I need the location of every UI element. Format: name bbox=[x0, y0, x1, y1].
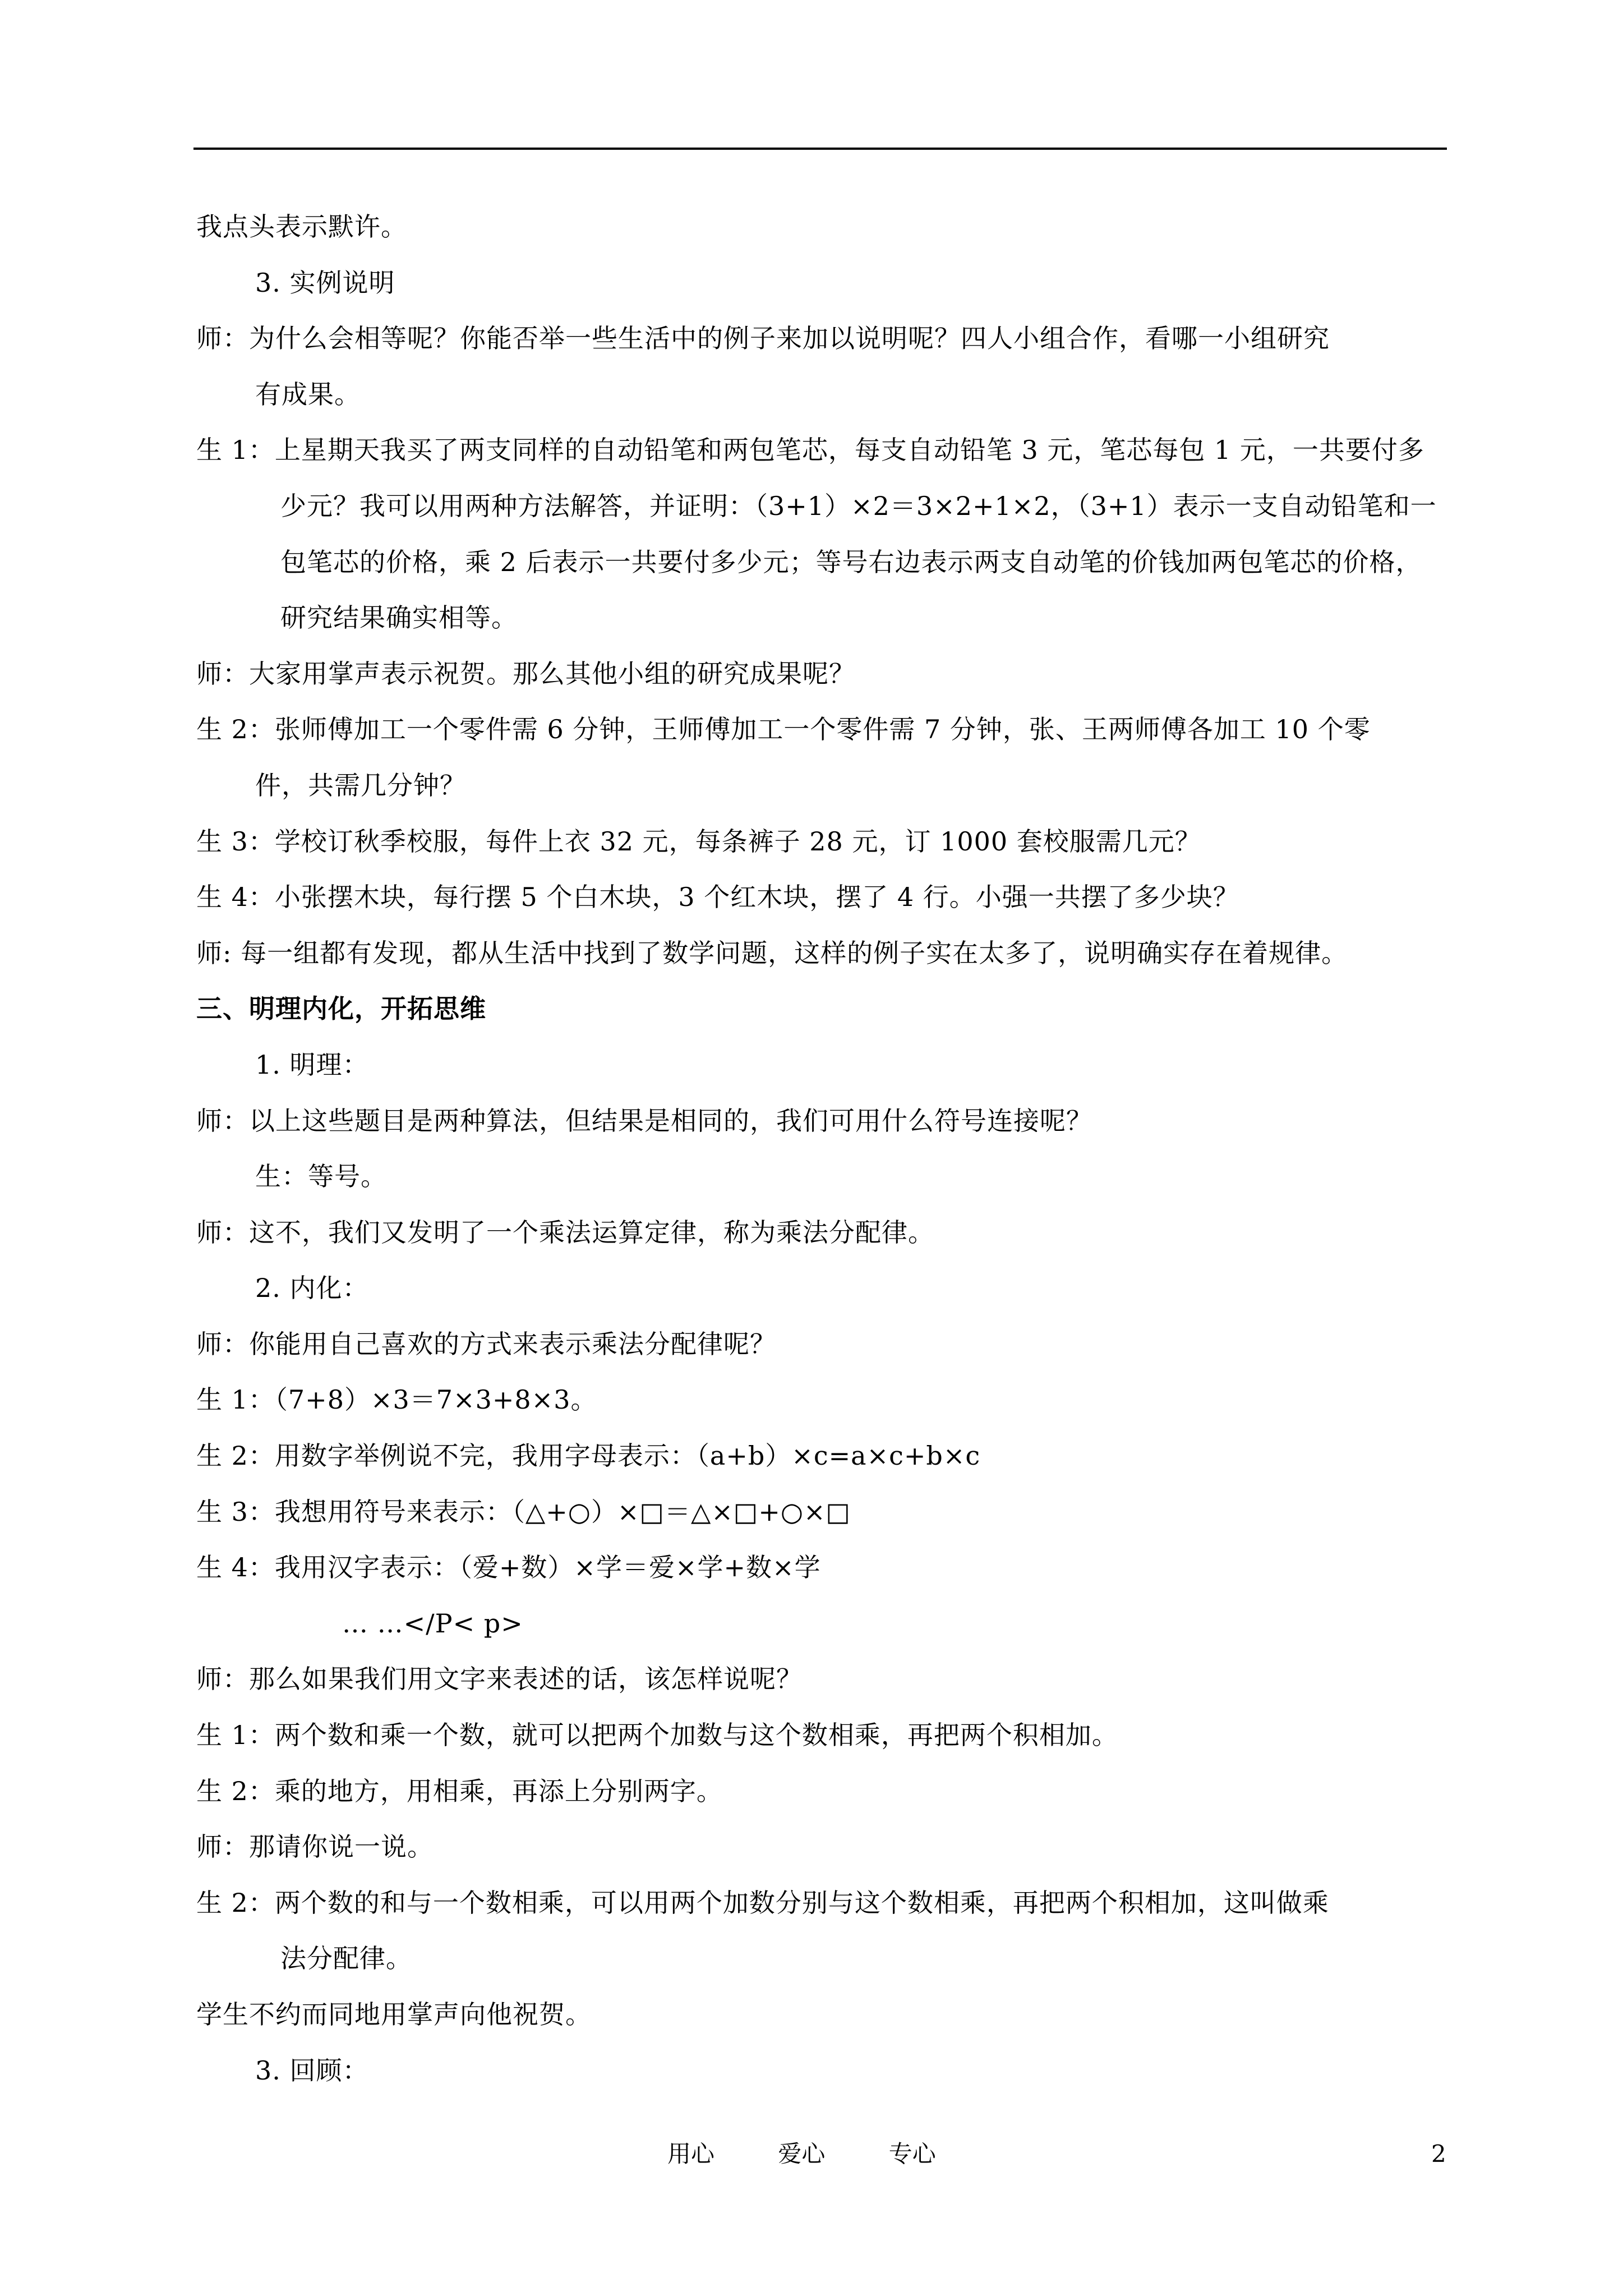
text-line: 我点头表示默许。 bbox=[196, 211, 407, 242]
text-line: 生 4：我用汉字表示：（爱+数）×学＝爱×学+数×学 bbox=[196, 1552, 821, 1583]
text-line: 生 1：两个数和乘一个数，就可以把两个加数与这个数相乘，再把两个积相加。 bbox=[196, 1720, 1118, 1751]
text-line: 师：你能用自己喜欢的方式来表示乘法分配律呢？ bbox=[196, 1328, 776, 1359]
text-line: 包笔芯的价格，乘 2 后表示一共要付多少元；等号右边表示两支自动笔的价钱加两包笔芯的价格， bbox=[280, 546, 1422, 577]
text-line: 3. 回顾： bbox=[255, 2055, 369, 2086]
header-rule bbox=[193, 148, 1447, 150]
footer-motto: 爱心 bbox=[778, 2140, 826, 2168]
footer-mottos bbox=[667, 2137, 992, 2171]
text-line: 生 2：张师傅加工一个零件需 6 分钟，王师傅加工一个零件需 7 分钟，张、王两师傅各加工 10 个零 bbox=[196, 714, 1371, 745]
text-line: 师：那请你说一说。 bbox=[196, 1832, 434, 1862]
text-line: 师：以上这些题目是两种算法，但结果是相同的，我们可用什么符号连接呢？ bbox=[196, 1105, 1092, 1136]
text-line: 生 1：上星期天我买了两支同样的自动铅笔和两包笔芯，每支自动铅笔 3 元，笔芯每包 1 元，一共要付多 bbox=[196, 435, 1424, 466]
text-line: 生 3：学校订秋季校服，每件上衣 32 元，每条裤子 28 元，订 1000 套校服需几元？ bbox=[196, 826, 1201, 857]
text-line: 生 2：两个数的和与一个数相乘，可以用两个加数分别与这个数相乘，再把两个积相加，这叫做乘 bbox=[196, 1887, 1329, 1918]
text-line: 师：这不，我们又发明了一个乘法运算定律，称为乘法分配律。 bbox=[196, 1217, 934, 1248]
text-line: 生 1：（7+8）×3＝7×3+8×3。 bbox=[196, 1384, 597, 1415]
text-line: 生 2：乘的地方，用相乘，再添上分别两字。 bbox=[196, 1775, 723, 1806]
footer-motto: 用心 bbox=[667, 2140, 715, 2168]
text-line: 2. 内化： bbox=[255, 1273, 369, 1304]
text-line: 件，共需几分钟？ bbox=[255, 770, 466, 800]
text-line: 有成果。 bbox=[255, 379, 361, 409]
text-line: 3. 实例说明 bbox=[255, 267, 395, 298]
text-line: 师：大家用掌声表示祝贺。那么其他小组的研究成果呢？ bbox=[196, 658, 855, 689]
text-line: 师：那么如果我们用文字来表述的话，该怎样说呢？ bbox=[196, 1664, 803, 1695]
section-heading: 三、明理内化，开拓思维 bbox=[196, 993, 486, 1024]
page-footer bbox=[0, 2137, 1623, 2171]
text-line: 师: 每一组都有发现，都从生活中找到了数学问题，这样的例子实在太多了，说明确实存在着规律。 bbox=[196, 937, 1348, 968]
footer-motto: 专心 bbox=[888, 2140, 936, 2168]
text-line: 1. 明理： bbox=[255, 1049, 369, 1080]
text-line: 生 3：我想用符号来表示：（△+○）×□＝△×□+○×□ bbox=[196, 1496, 851, 1527]
document-body bbox=[196, 199, 1453, 2099]
text-line: 学生不约而同地用掌声向他祝贺。 bbox=[196, 1999, 592, 2030]
text-line: 研究结果确实相等。 bbox=[280, 602, 518, 633]
text-line: 法分配律。 bbox=[280, 1943, 412, 1974]
text-line: … …</P< p> bbox=[342, 1608, 523, 1639]
text-line: 师：为什么会相等呢？你能否举一些生活中的例子来加以说明呢？四人小组合作，看哪一小组研究 bbox=[196, 323, 1330, 354]
text-line: 少元？我可以用两种方法解答，并证明：（3+1）×2＝3×2+1×2，（3+1）表示一支自动铅笔和一 bbox=[280, 490, 1437, 521]
page-number: 2 bbox=[1431, 2140, 1446, 2168]
text-line: 生：等号。 bbox=[255, 1161, 387, 1192]
text-line: 生 2：用数字举例说不完，我用字母表示：（a+b）×c=a×c+b×c bbox=[196, 1441, 981, 1471]
text-line: 生 4：小张摆木块，每行摆 5 个白木块，3 个红木块，摆了 4 行。小强一共摆了多少块？ bbox=[196, 882, 1239, 913]
